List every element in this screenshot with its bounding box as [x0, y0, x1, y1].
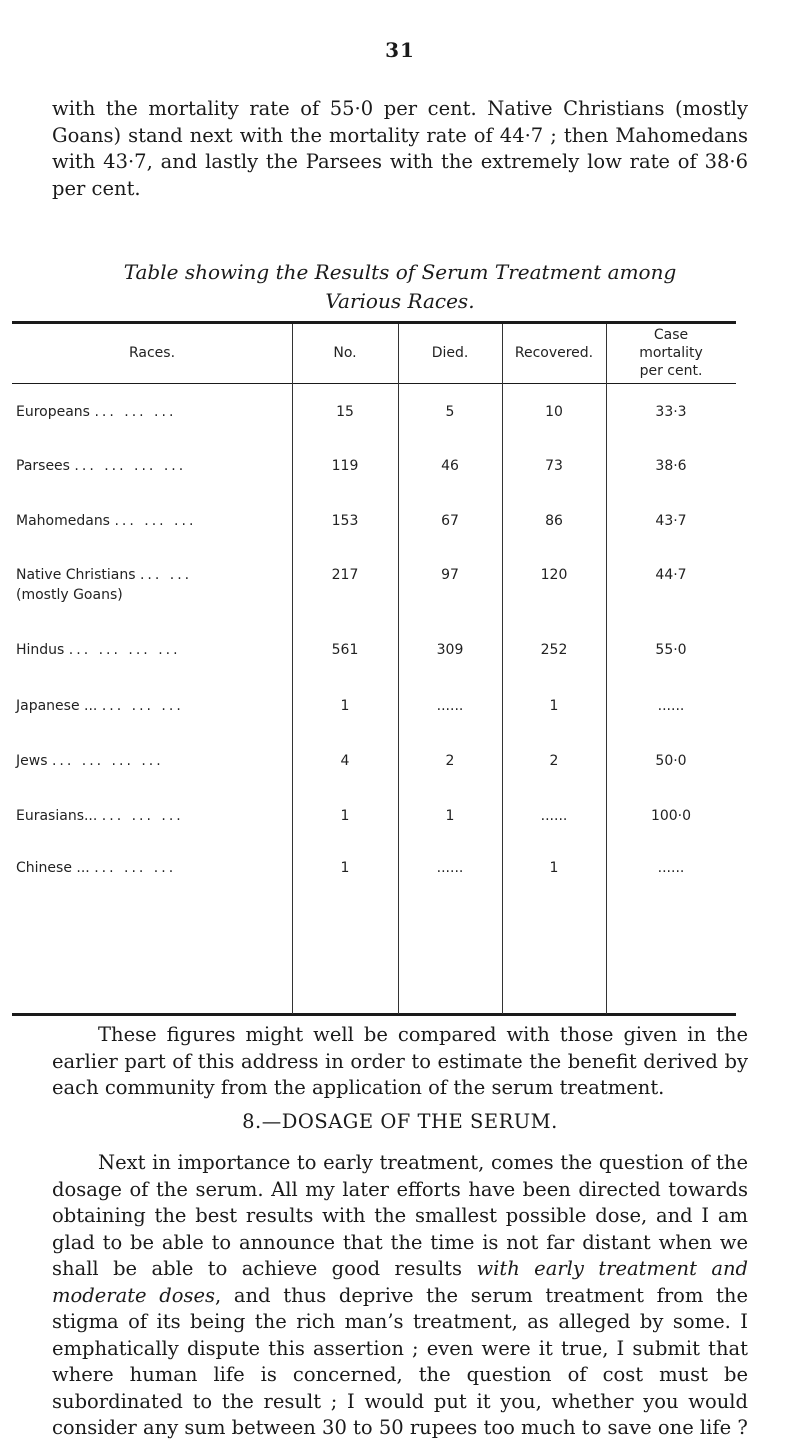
table-header-rule [12, 383, 736, 384]
dosage-text-part-1: Next in importance to early treatment, comes the question of the dosage of the serum. All my later efforts have been directed towards obtaining the best results with the smallest possible dose, and I am glad to be able to announce that the time is not far distant when we shall be able to achieve good results [52, 1151, 748, 1280]
mortality-cell: 38·6 [655, 458, 687, 474]
recovered-cell: 1 [549, 860, 559, 876]
table-caption-line-2: Various Races. [325, 289, 475, 313]
race-name: Japanese ... [16, 698, 98, 714]
died-cell: 46 [441, 458, 459, 474]
table-row [12, 640, 736, 680]
race-name: Europeans [16, 404, 90, 420]
race-cell [16, 751, 286, 771]
comparison-paragraph [52, 1022, 748, 1102]
header-recovered: Recovered. [514, 345, 594, 361]
table-row [12, 511, 736, 551]
page-number: 31 [385, 38, 415, 62]
mortality-cell: 100·0 [650, 808, 692, 824]
intro-paragraph: with the mortality rate of 55·0 per cent. Native Christians (mostly Goans) stand next with the mortality rate of 44·7 ; then Mahomedans with 43·7, and lastly the Parsees with the extremely low rate of 38·6 per cent. [52, 97, 748, 200]
table-row [12, 696, 736, 736]
header-no: No. [333, 345, 357, 361]
recovered-cell: 1 [549, 698, 559, 714]
race-cell [16, 565, 286, 605]
recovered-cell: 252 [540, 642, 568, 658]
table-row [12, 751, 736, 791]
recovered-cell: 73 [545, 458, 563, 474]
header-mortality [606, 326, 736, 380]
race-name: Mahomedans [16, 513, 110, 529]
leader-dots: ... ... ... [101, 698, 184, 714]
mortality-cell: 50·0 [655, 753, 687, 769]
died-cell: 97 [441, 567, 459, 583]
died-cell: 309 [436, 642, 464, 658]
dosage-text-part-2: , and thus deprive the serum treatment from the stigma of its being the rich man’s treatment, as alleged by some. I emphatically dispute this assertion ; even were it true, I submit that where human life is concerned, the question of cost must be subordinated to the result ; I would put it you, whether you would consider any sum between 30 to 50 rupees too much to save one life ? [52, 1283, 748, 1439]
race-cell [16, 402, 286, 422]
died-cell: ...... [436, 698, 464, 714]
race-name: Eurasians... [16, 808, 98, 824]
race-cell [16, 806, 286, 826]
header-races: Races. [128, 345, 176, 361]
section-heading: 8.—DOSAGE OF THE SERUM. [242, 1110, 558, 1133]
no-cell: 561 [331, 642, 359, 658]
recovered-cell: 2 [549, 753, 559, 769]
mortality-cell: 44·7 [655, 567, 687, 583]
table-top-rule [12, 321, 736, 324]
table-bottom-rule [12, 1013, 736, 1016]
no-cell: 4 [340, 753, 350, 769]
table-row [12, 858, 736, 898]
header-died: Died. [431, 345, 469, 361]
race-cell [16, 640, 286, 660]
no-cell: 119 [331, 458, 359, 474]
race-cell [16, 456, 286, 476]
died-cell: 1 [445, 808, 455, 824]
leader-dots: ... ... ... ... [51, 753, 164, 769]
race-name: Hindus [16, 642, 65, 658]
mortality-cell: 43·7 [655, 513, 687, 529]
no-cell: 15 [336, 404, 354, 420]
no-cell: 217 [331, 567, 359, 583]
leader-dots: ... ... ... [94, 860, 177, 876]
died-cell: 2 [445, 753, 455, 769]
mortality-cell: 33·3 [655, 404, 687, 420]
recovered-cell: 10 [545, 404, 563, 420]
race-name: Parsees [16, 458, 70, 474]
no-cell: 1 [340, 860, 350, 876]
race-cell [16, 858, 286, 878]
comparison-text: These figures might well be compared with those given in the earlier part of this address in order to estimate the benefit derived by each community from the application of the serum treatment. [52, 1023, 748, 1099]
no-cell: 1 [340, 698, 350, 714]
dosage-text-italic: with early treatment and moderate doses [52, 1257, 748, 1307]
leader-dots: ... ... ... ... [74, 458, 187, 474]
died-cell: 67 [441, 513, 459, 529]
race-name-subline: (mostly Goans) [16, 587, 123, 603]
race-cell [16, 696, 286, 716]
mortality-cell: 55·0 [655, 642, 687, 658]
no-cell: 153 [331, 513, 359, 529]
recovered-cell: ...... [540, 808, 568, 824]
table-row [12, 456, 736, 496]
header-mortality-line-2: mortality [639, 345, 703, 361]
mortality-cell: ...... [657, 860, 685, 876]
table-row [12, 402, 736, 442]
recovered-cell: 86 [545, 513, 563, 529]
race-cell [16, 511, 286, 531]
died-cell: 5 [445, 404, 455, 420]
table-row [12, 806, 736, 846]
table-row [12, 565, 736, 617]
leader-dots: ... ... ... [114, 513, 197, 529]
race-name: Chinese ... [16, 860, 90, 876]
leader-dots: ... ... ... [101, 808, 184, 824]
table-caption [52, 258, 748, 316]
table-caption-line-1: Table showing the Results of Serum Treatment among [123, 260, 677, 284]
race-name: Native Christians [16, 567, 136, 583]
no-cell: 1 [340, 808, 350, 824]
header-mortality-line-1: Case [653, 327, 689, 343]
leader-dots: ... ... ... [94, 404, 177, 420]
leader-dots: ... ... [139, 567, 193, 583]
leader-dots: ... ... ... ... [68, 642, 181, 658]
dosage-paragraph [52, 1150, 748, 1442]
header-mortality-line-3: per cent. [639, 363, 703, 379]
died-cell: ...... [436, 860, 464, 876]
mortality-cell: ...... [657, 698, 685, 714]
race-name: Jews [16, 753, 48, 769]
recovered-cell: 120 [540, 567, 568, 583]
